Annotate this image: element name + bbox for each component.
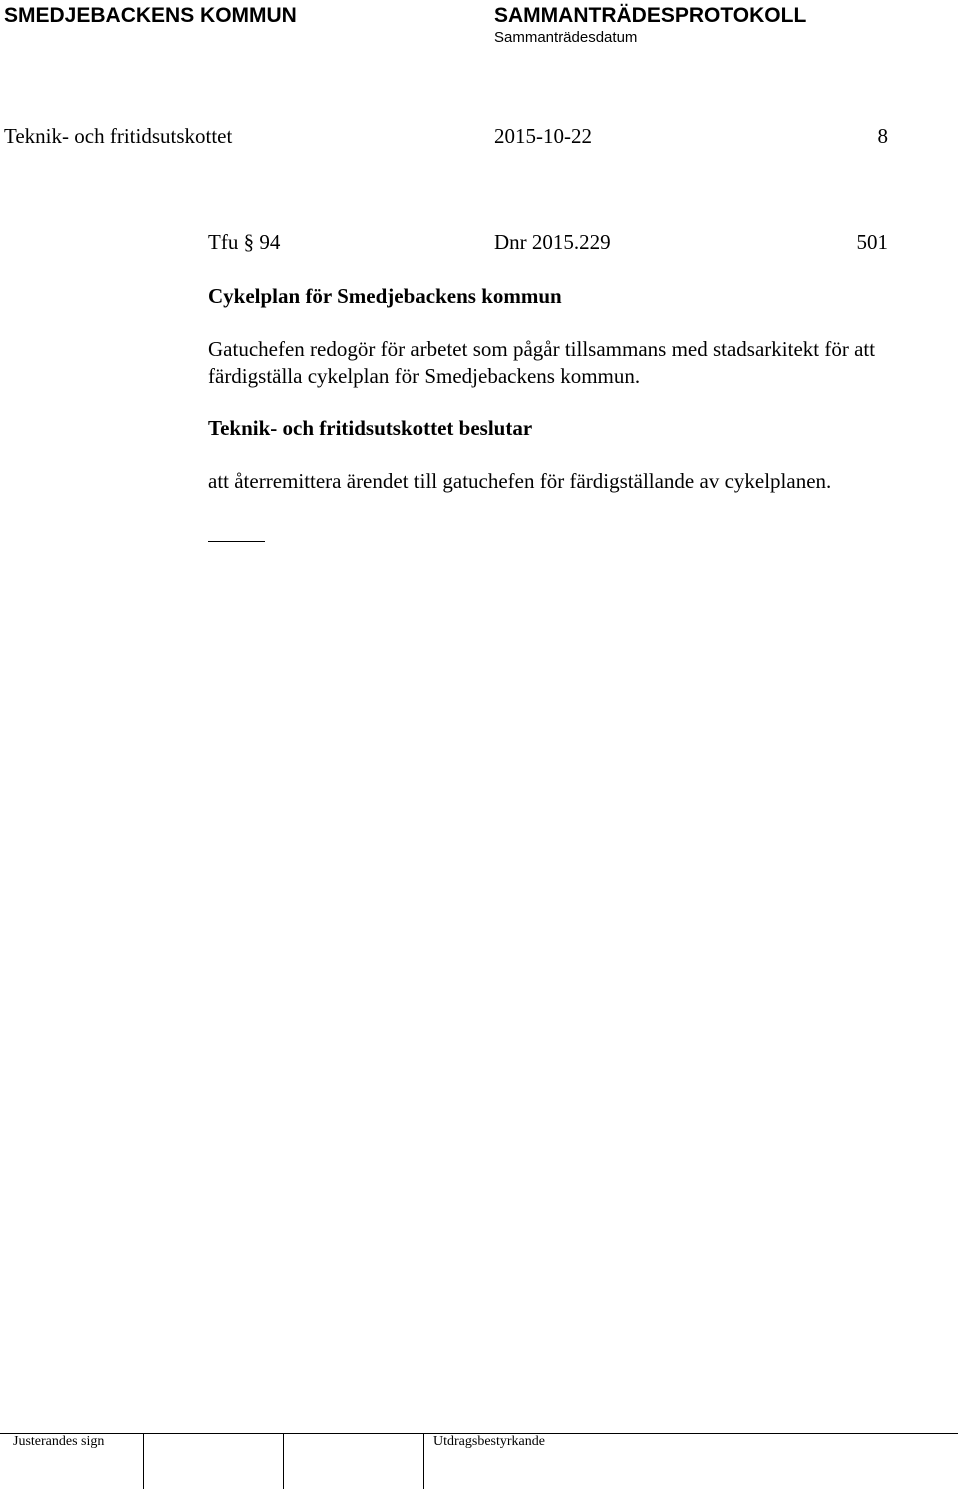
case-description: Gatuchefen redogör för arbetet som pågår tillsammans med stadsarkitekt för att färdigställa cykelplan för Smedjebackens kommun. xyxy=(208,337,876,388)
signature-box-divider xyxy=(143,1434,144,1489)
case-title: Cykelplan för Smedjebackens kommun xyxy=(208,284,562,308)
extract-certification-label: Utdragsbestyrkande xyxy=(433,1434,545,1449)
registration-number: Dnr 2015.229 xyxy=(494,230,611,254)
decision-heading: Teknik- och fritidsutskottet beslutar xyxy=(208,416,533,440)
committee-name: Teknik- och fritidsutskottet xyxy=(4,124,233,148)
signature-box-divider xyxy=(283,1434,284,1489)
page-number: 8 xyxy=(877,124,888,148)
meeting-date-label: Sammanträdesdatum xyxy=(494,29,638,46)
classification-code: 501 xyxy=(856,230,888,254)
meeting-date: 2015-10-22 xyxy=(494,124,592,148)
document-type: SAMMANTRÄDESPROTOKOLL xyxy=(494,4,807,27)
organization-name: SMEDJEBACKENS KOMMUN xyxy=(4,4,297,27)
signature-label: Justerandes sign xyxy=(13,1434,105,1449)
signature-box-divider xyxy=(423,1434,424,1489)
decision-text: att återremittera ärendet till gatuchefen för färdigställande av cykelplanen. xyxy=(208,469,832,493)
paragraph-number: Tfu § 94 xyxy=(208,230,281,254)
end-of-item-rule xyxy=(208,541,265,542)
